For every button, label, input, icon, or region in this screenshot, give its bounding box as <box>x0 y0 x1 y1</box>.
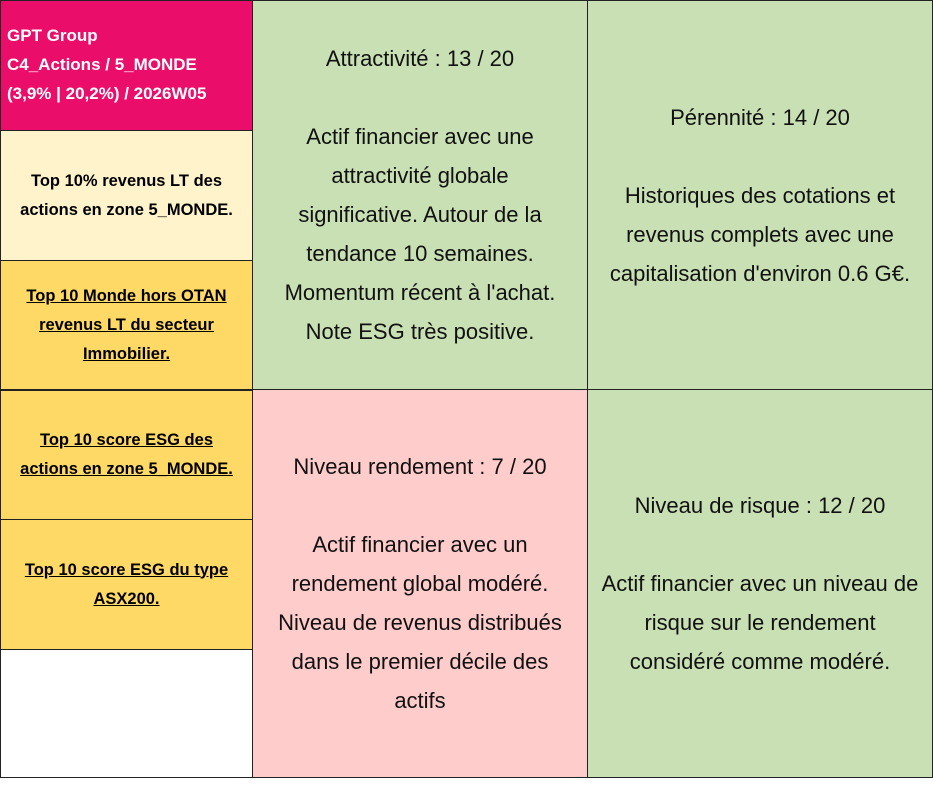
badge-top-esg-asx200[interactable] <box>0 519 253 650</box>
risque-line: considéré comme modéré. <box>629 649 891 674</box>
badge-link-line[interactable]: Top 10 score ESG du type <box>24 560 229 579</box>
perennite-line: Historiques des cotations et <box>624 182 896 208</box>
badge-link-line[interactable]: Immobilier. <box>82 344 171 363</box>
perennite-title: Pérennité : 14 / 20 <box>670 104 850 130</box>
rendement-line: actifs <box>394 688 446 713</box>
risque-line: Actif financier avec un niveau de <box>601 571 919 596</box>
attractivite-title: Attractivité : 13 / 20 <box>325 46 515 71</box>
risque-line: risque sur le rendement <box>644 610 876 635</box>
attractivite-line: significative. Autour de la <box>298 202 542 227</box>
badge-link-line[interactable]: Top 10 score ESG des <box>39 431 213 449</box>
badge-link-line[interactable]: ASX200. <box>93 589 160 608</box>
asset-name: GPT Group <box>7 26 98 45</box>
empty-cell <box>0 649 253 778</box>
attractivite-line: Note ESG très positive. <box>305 319 535 344</box>
attractivite-panel <box>252 0 588 390</box>
perennite-line: revenus complets avec une <box>626 221 894 247</box>
risque-title: Niveau de risque : 12 / 20 <box>634 493 886 518</box>
risque-panel <box>587 389 933 778</box>
badge-link-line[interactable]: Top 10 Monde hors OTAN <box>26 286 227 305</box>
rendement-line: Niveau de revenus distribués <box>278 610 562 635</box>
perennite-panel <box>587 0 933 390</box>
rendement-line: rendement global modéré. <box>291 571 549 596</box>
badge-line: actions en zone 5_MONDE. <box>20 200 233 219</box>
badge-link-line[interactable]: revenus LT du secteur <box>39 315 214 334</box>
asset-category: C4_Actions / 5_MONDE <box>7 55 197 74</box>
asset-header <box>0 0 253 131</box>
rendement-panel <box>252 389 588 778</box>
badge-top-esg-zone[interactable] <box>0 390 253 520</box>
badge-top-monde-hors-otan[interactable] <box>0 260 253 390</box>
attractivite-line: Momentum récent à l'achat. <box>284 280 556 305</box>
badge-top-revenus-zone <box>0 130 253 261</box>
attractivite-line: attractivité globale <box>331 163 509 188</box>
attractivite-line: Actif financier avec une <box>306 124 534 149</box>
perennite-line: capitalisation d'environ 0.6 G€. <box>609 260 911 286</box>
rendement-line: dans le premier décile des <box>291 649 549 674</box>
attractivite-line: tendance 10 semaines. <box>306 241 534 266</box>
rendement-title: Niveau rendement : 7 / 20 <box>293 454 547 479</box>
rendement-line: Actif financier avec un <box>312 532 528 557</box>
asset-stats: (3,9% | 20,2%) / 2026W05 <box>7 84 207 103</box>
badge-link-line[interactable]: actions en zone 5_MONDE. <box>20 460 233 478</box>
badge-line: Top 10% revenus LT des <box>30 171 223 190</box>
